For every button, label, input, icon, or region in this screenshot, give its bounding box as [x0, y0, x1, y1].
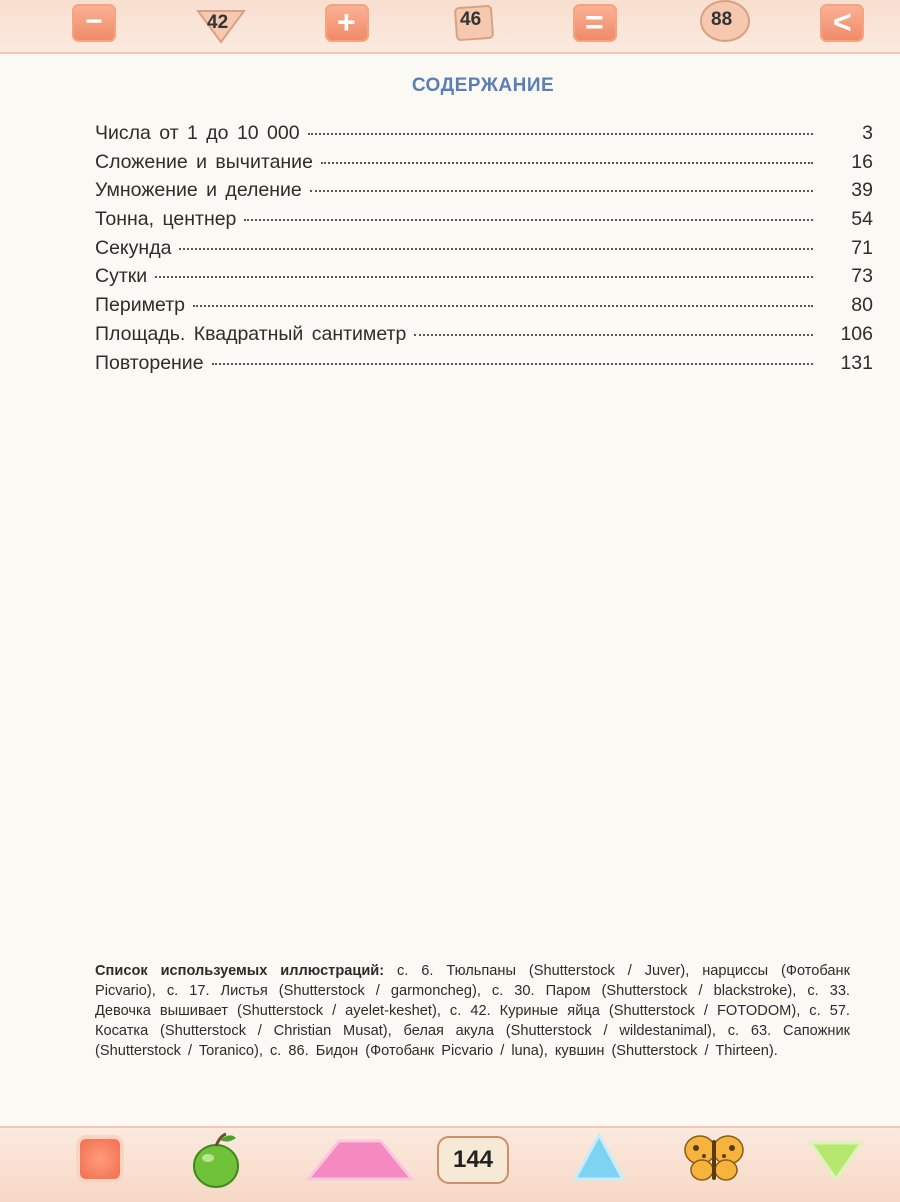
toc-entry-label: Повторение: [95, 351, 204, 374]
toc-entry-page: 39: [851, 179, 873, 202]
toc-entry-label: Сутки: [95, 265, 148, 288]
plus-tile-icon: [325, 4, 369, 42]
header-page-number-46: 46: [460, 9, 482, 30]
toc-leader-dots: [321, 162, 813, 164]
credits-text: с. 6. Тюльпаны (Shutterstock / Juver), нарциссы (Фотобанк Picvario), с. 17. Листья (Shutterstock / garmoncheg), с. 30. Паром (Shutterstock / blackstroke), с. 33. Девочка вышивает (Shutterstock / ayelet-keshet), с. 42. Куриные яйца (Shutterstock / FOTODOM), с. 57. Косатка (Shutterstock / Christian Musat), белая акула (Shutterstock / wildestanimal), с. 63. Сапожник (Shutterstock / Toranico), с. 86. Бидон (Фотобанк Picvario / luna), кувшин (Shutterstock / Thirteen).: [95, 963, 850, 1059]
toc-entry-page: 131: [840, 351, 873, 374]
plus-symbol: +: [337, 4, 356, 40]
header-decoration-band: [0, 0, 900, 54]
toc-row: [95, 265, 873, 294]
equals-tile-icon: [573, 4, 617, 42]
orange-square-icon: [80, 1139, 120, 1179]
toc-entry-page: 73: [851, 265, 873, 288]
blue-triangle-icon: [572, 1132, 626, 1182]
illustration-credits: [95, 961, 850, 1061]
toc-row: [95, 179, 873, 208]
toc-leader-dots: [308, 133, 813, 135]
page-number: 144: [437, 1136, 509, 1184]
toc-entry-page: 3: [862, 122, 873, 144]
toc-leader-dots: [155, 276, 813, 278]
toc-entry-label: Умножение и деление: [95, 179, 302, 202]
equals-symbol: =: [585, 4, 604, 40]
toc-leader-dots: [179, 248, 813, 250]
header-page-number-88: 88: [711, 9, 733, 30]
toc-entry-label: Сложение и вычитание: [95, 150, 313, 173]
pink-trapezoid-icon: [305, 1138, 415, 1182]
toc-row: [95, 237, 873, 266]
header-page-number-42: 42: [207, 12, 229, 33]
toc-entry-page: 16: [851, 150, 873, 173]
toc-entry-label: Секунда: [95, 236, 172, 259]
toc-entry-label: Числа от 1 до 10 000: [95, 122, 300, 144]
toc-entry-label: Площадь. Квадратный сантиметр: [95, 322, 407, 345]
toc-row: [95, 122, 873, 151]
toc-row: [95, 294, 873, 323]
toc-entry-label: Периметр: [95, 294, 185, 317]
toc-entry-page: 54: [851, 208, 873, 231]
credits-heading: Список используемых иллюстраций:: [95, 963, 385, 979]
toc-leader-dots: [193, 305, 813, 307]
toc-entry-page: 80: [851, 294, 873, 317]
toc-leader-dots: [310, 190, 813, 192]
toc-row: [95, 323, 873, 352]
minus-tile-icon: [72, 4, 116, 42]
toc-row: [95, 352, 873, 381]
less-symbol: <: [833, 4, 852, 40]
toc-leader-dots: [414, 334, 813, 336]
page-title: СОДЕРЖАНИЕ: [411, 75, 555, 96]
apple-icon: [190, 1130, 242, 1190]
toc-entry-page: 106: [840, 322, 873, 345]
minus-symbol: −: [85, 5, 103, 38]
toc-leader-dots: [244, 219, 813, 221]
butterfly-icon: [682, 1130, 746, 1186]
toc-row: [95, 208, 873, 237]
table-of-contents: [95, 122, 873, 380]
green-triangle-icon: [808, 1140, 864, 1182]
toc-entry-page: 71: [851, 236, 873, 259]
toc-leader-dots: [212, 363, 813, 365]
toc-entry-label: Тонна, центнер: [95, 208, 237, 231]
less-than-tile-icon: [820, 4, 864, 42]
toc-row: [95, 151, 873, 180]
